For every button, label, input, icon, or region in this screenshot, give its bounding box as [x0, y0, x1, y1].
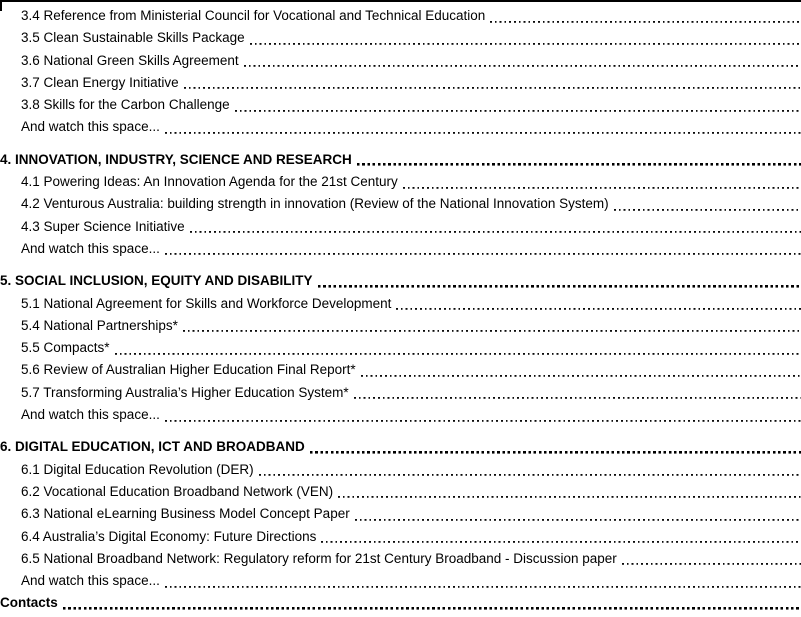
dot-leader — [165, 570, 801, 592]
toc-entry-label: 6. DIGITAL EDUCATION, ICT AND BROADBAND — [0, 439, 305, 455]
dot-leader — [355, 503, 801, 525]
toc-entry[interactable] — [0, 94, 801, 116]
toc-entry-label: And watch this space... — [21, 407, 160, 423]
dot-leader — [190, 216, 801, 238]
dot-leader — [354, 382, 801, 404]
toc-entry-label: 4. INNOVATION, INDUSTRY, SCIENCE AND RESEARCH — [0, 151, 352, 167]
toc-entry[interactable] — [0, 526, 801, 548]
toc-entry-label: 5.1 National Agreement for Skills and Workforce Development — [21, 295, 392, 311]
dot-leader — [259, 459, 801, 481]
toc-entry[interactable] — [0, 503, 801, 525]
dot-leader — [165, 404, 801, 426]
toc-entry-label: 6.2 Vocational Education Broadband Network (VEN) — [21, 483, 334, 499]
toc-entry-label: 5.5 Compacts* — [21, 340, 110, 356]
toc-entry[interactable] — [0, 5, 801, 27]
toc-entry-label: And watch this space... — [21, 573, 160, 589]
dot-leader — [338, 481, 801, 503]
dot-leader — [403, 171, 801, 193]
toc-contacts-entry[interactable] — [0, 592, 801, 614]
dot-leader — [250, 27, 801, 49]
toc-entry-label: 5.6 Review of Australian Higher Education Final Report* — [21, 362, 356, 378]
toc-entry[interactable] — [0, 570, 801, 592]
toc-entry[interactable] — [0, 359, 801, 381]
dot-leader — [318, 270, 801, 292]
toc-entry[interactable] — [0, 293, 801, 315]
toc-entry-label: 4.2 Venturous Australia: building strength in innovation (Review of the National Innovation System) — [21, 196, 609, 212]
toc-entry[interactable] — [0, 50, 801, 72]
toc-entry-label: 3.7 Clean Energy Initiative — [21, 74, 179, 90]
toc-entry-label: 6.3 National eLearning Business Model Concept Paper — [21, 506, 350, 522]
toc-entry-label: And watch this space... — [21, 119, 160, 135]
toc-entry-label: 3.5 Clean Sustainable Skills Package — [21, 30, 245, 46]
toc-section-heading[interactable] — [0, 436, 801, 458]
toc-entry[interactable] — [0, 193, 801, 215]
toc-entry-label: 4.1 Powering Ideas: An Innovation Agenda for the 21st Century — [21, 174, 398, 190]
dot-leader — [235, 94, 801, 116]
toc-entry[interactable] — [0, 382, 801, 404]
toc-entry-label: 3.4 Reference from Ministerial Council for Vocational and Technical Education — [21, 8, 486, 23]
toc-entry[interactable] — [0, 548, 801, 570]
toc-entry-label: 3.8 Skills for the Carbon Challenge — [21, 97, 230, 113]
dot-leader — [490, 5, 801, 27]
dot-leader — [622, 548, 801, 570]
toc-entry-label: Contacts — [0, 595, 58, 611]
toc-entry-label: And watch this space... — [21, 240, 160, 256]
toc-entry[interactable] — [0, 315, 801, 337]
toc-entry[interactable] — [0, 171, 801, 193]
dot-leader — [165, 116, 801, 138]
toc-entry-label: 4.3 Super Science Initiative — [21, 218, 185, 234]
dot-leader — [396, 293, 801, 315]
toc-entry-label: 5. SOCIAL INCLUSION, EQUITY AND DISABILITY — [0, 273, 313, 289]
dot-leader — [115, 337, 801, 359]
toc-entry[interactable] — [0, 238, 801, 260]
toc-entry[interactable] — [0, 459, 801, 481]
dot-leader — [165, 238, 801, 260]
toc-entry[interactable] — [0, 116, 801, 138]
dot-leader — [614, 193, 801, 215]
toc-entry[interactable] — [0, 481, 801, 503]
dot-leader — [244, 50, 801, 72]
toc-entry-label: 5.7 Transforming Australia’s Higher Education System* — [21, 384, 349, 400]
dot-leader — [321, 526, 801, 548]
toc-entry-label: 6.1 Digital Education Revolution (DER) — [21, 461, 254, 477]
toc-entry-label: 3.6 National Green Skills Agreement — [21, 52, 239, 68]
toc-section-heading[interactable] — [0, 270, 801, 292]
toc-entry[interactable] — [0, 72, 801, 94]
dot-leader — [361, 359, 801, 381]
toc-section-heading[interactable] — [0, 149, 801, 171]
dot-leader — [184, 72, 801, 94]
dot-leader — [63, 592, 801, 614]
toc-entry[interactable] — [0, 404, 801, 426]
toc-entry[interactable] — [0, 216, 801, 238]
toc-entry-label: 6.5 National Broadband Network: Regulatory reform for 21st Century Broadband - Discussion paper — [21, 550, 617, 566]
toc-entry-label: 6.4 Australia’s Digital Economy: Future Directions — [21, 528, 317, 544]
toc-entry[interactable] — [0, 337, 801, 359]
dot-leader — [357, 149, 801, 171]
toc-entry[interactable] — [0, 27, 801, 49]
dot-leader — [183, 315, 801, 337]
toc-list — [0, 2, 801, 615]
toc-entry-label: 5.4 National Partnerships* — [21, 317, 178, 333]
dot-leader — [310, 436, 801, 458]
